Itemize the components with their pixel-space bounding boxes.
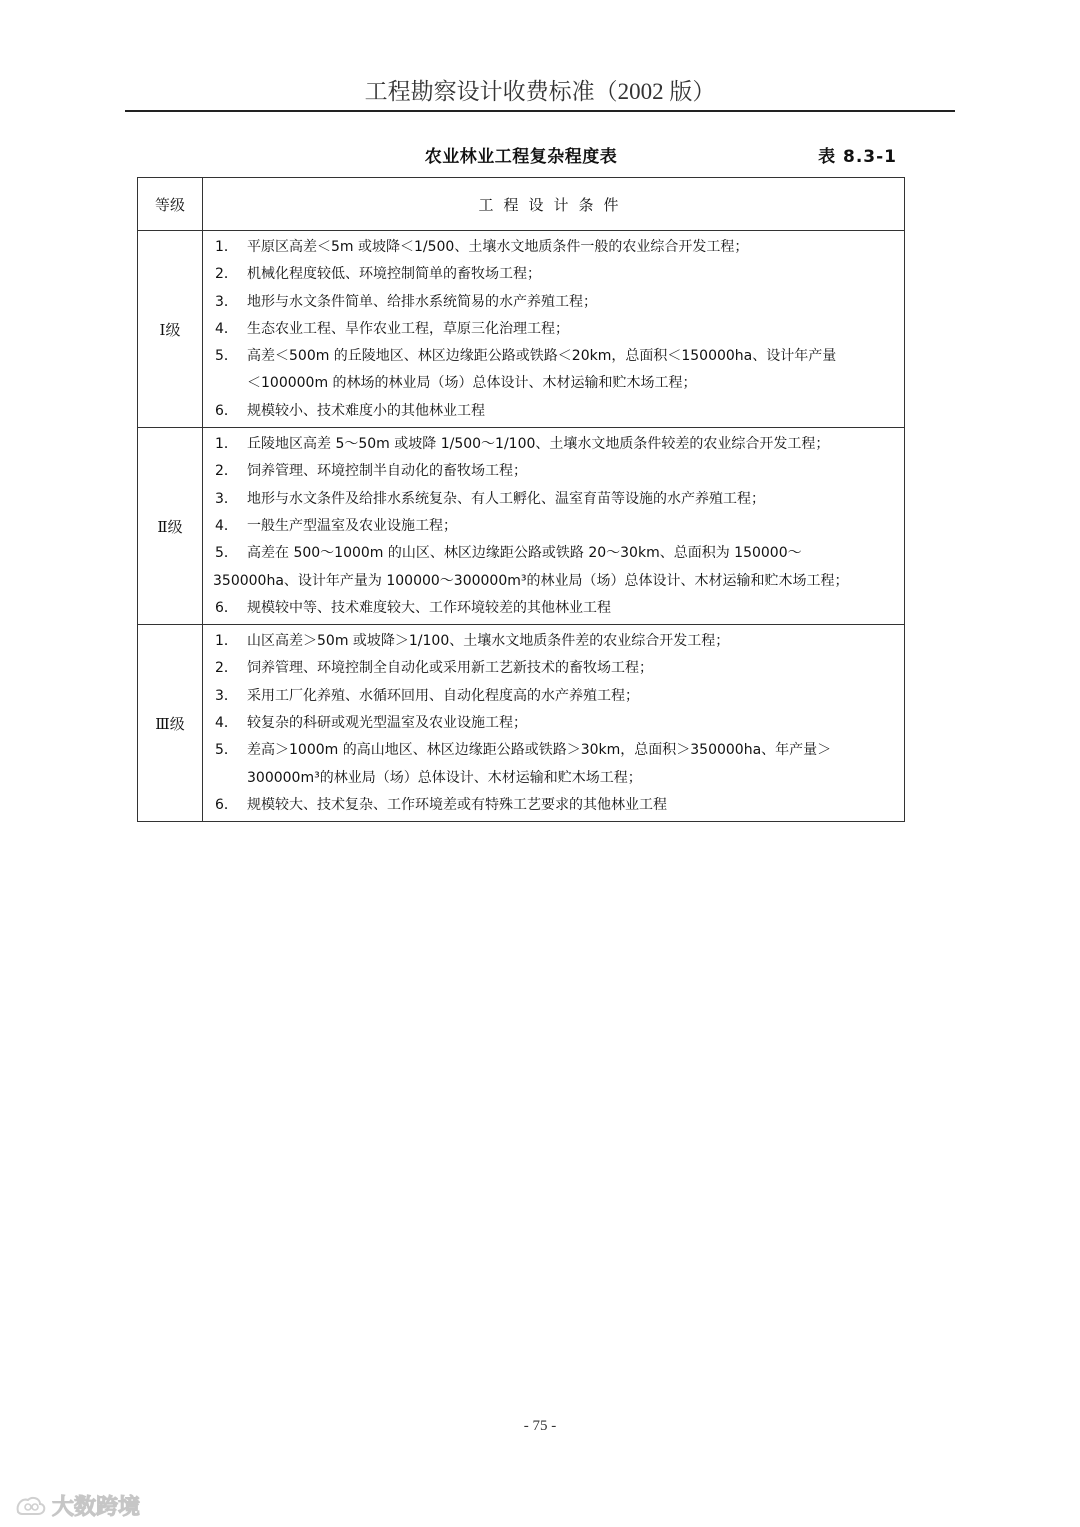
condition-text: 生态农业工程、旱作农业工程，草原三化治理工程；: [247, 320, 569, 337]
conditions-cell: [203, 428, 905, 625]
table-header-row: [138, 178, 905, 231]
condition-text: 饲养管理、环境控制半自动化的畜牧场工程；: [247, 463, 527, 480]
condition-number: 2．: [215, 266, 238, 283]
condition-item: [213, 431, 896, 458]
condition-number: 6．: [215, 796, 238, 813]
condition-item: [213, 261, 896, 288]
condition-text: 规模较小、技术难度小的其他林业工程: [247, 402, 485, 419]
condition-item: [213, 683, 896, 710]
condition-number: 1．: [215, 633, 238, 650]
document-title: 工程勘察设计收费标准（2002 版）: [364, 79, 716, 104]
condition-text: 一般生产型温室及农业设施工程；: [247, 517, 457, 534]
condition-item: [213, 595, 896, 622]
grade-level-cell: Ⅰ级: [138, 231, 203, 428]
condition-number: 1．: [215, 239, 238, 255]
table-row: [138, 625, 905, 822]
condition-item: [213, 540, 896, 567]
condition-text: 饲养管理、环境控制全自动化或采用新工艺新技术的畜牧场工程；: [247, 660, 653, 677]
condition-number: 4．: [215, 517, 238, 534]
condition-number: 3．: [215, 490, 238, 507]
table-row: [138, 231, 905, 428]
condition-number: 2．: [215, 463, 238, 480]
table-row: [138, 428, 905, 625]
condition-text: 机械化程度较低、环境控制简单的畜牧场工程；: [247, 266, 541, 283]
condition-number: 3．: [215, 293, 238, 310]
condition-number: 4．: [215, 715, 238, 732]
page-header: [125, 74, 955, 112]
condition-continuation: ＜100000m 的林场的林业局（场）总体设计、木材运输和贮木场工程；: [247, 375, 697, 392]
condition-text: 较复杂的科研或观光型温室及农业设施工程；: [247, 715, 527, 732]
condition-number: 3．: [215, 687, 238, 704]
condition-number: 6．: [215, 402, 238, 419]
condition-item: [213, 398, 896, 425]
watermark: [14, 1490, 140, 1521]
header-level: 等级: [138, 178, 203, 231]
conditions-cell: [203, 231, 905, 428]
grade-level-cell: Ⅱ级: [138, 428, 203, 625]
table-number: 表 8.3-1: [818, 147, 897, 167]
page-number: - 75 -: [523, 1418, 557, 1434]
complexity-table: [137, 177, 905, 822]
condition-item: [213, 792, 896, 819]
condition-item: [213, 655, 896, 682]
condition-item: [213, 234, 896, 261]
condition-item: [213, 737, 896, 764]
watermark-text: 大数跨境: [52, 1495, 141, 1520]
condition-text: 规模较大、技术复杂、工作环境差或有特殊工艺要求的其他林业工程: [247, 796, 667, 813]
condition-text: 丘陵地区高差 5～50m 或坡降 1/500～1/100、土壤水文地质条件较差的农业综合开发工程；: [247, 436, 830, 453]
condition-number: 4．: [215, 320, 238, 337]
condition-text: 规模较中等、技术难度较大、工作环境较差的其他林业工程: [247, 599, 611, 616]
table-caption: [137, 142, 905, 172]
condition-item: [213, 458, 896, 485]
condition-text: 高差在 500～1000m 的山区、林区边缘距公路或铁路 20～30km、总面积为 150000～: [247, 545, 802, 562]
watermark-logo-icon: [14, 1494, 48, 1518]
header-conditions: 工程设计条件: [203, 178, 905, 231]
condition-text: 差高＞1000m 的高山地区、林区边缘距公路或铁路＞30km，总面积＞350000ha、年产量＞: [247, 742, 832, 759]
condition-continuation: 350000ha、设计年产量为 100000～300000m³的林业局（场）总体设计、木材运输和贮木场工程；: [213, 572, 849, 589]
condition-continuation: 300000m³的林业局（场）总体设计、木材运输和贮木场工程；: [247, 769, 642, 786]
table-title: 农业林业工程复杂程度表: [424, 147, 618, 167]
condition-number: 6．: [215, 599, 238, 616]
table-body: [138, 231, 905, 822]
condition-text: 采用工厂化养殖、水循环回用、自动化程度高的水产养殖工程；: [247, 687, 639, 704]
condition-text: 山区高差＞50m 或坡降＞1/100、土壤水文地质条件差的农业综合开发工程；: [247, 633, 730, 650]
condition-number: 1．: [215, 436, 238, 453]
condition-item: [213, 513, 896, 540]
condition-item: [213, 289, 896, 316]
condition-text: 平原区高差＜5m 或坡降＜1/500、土壤水文地质条件一般的农业综合开发工程；: [247, 239, 749, 255]
condition-item: [213, 486, 896, 513]
condition-item: [213, 343, 896, 370]
condition-number: 2．: [215, 660, 238, 677]
condition-item: [213, 710, 896, 737]
condition-item: [213, 628, 896, 655]
condition-number: 5．: [215, 545, 238, 562]
condition-text: 地形与水文条件及给排水系统复杂、有人工孵化、温室育苗等设施的水产养殖工程；: [247, 490, 765, 507]
condition-number: 5．: [215, 742, 238, 759]
condition-text: 高差＜500m 的丘陵地区、林区边缘距公路或铁路＜20km，总面积＜150000ha、设计年产量: [247, 348, 837, 365]
condition-number: 5．: [215, 348, 238, 365]
condition-item: [213, 316, 896, 343]
grade-level-cell: Ⅲ级: [138, 625, 203, 822]
condition-text: 地形与水文条件简单、给排水系统简易的水产养殖工程；: [247, 293, 597, 310]
conditions-cell: [203, 625, 905, 822]
